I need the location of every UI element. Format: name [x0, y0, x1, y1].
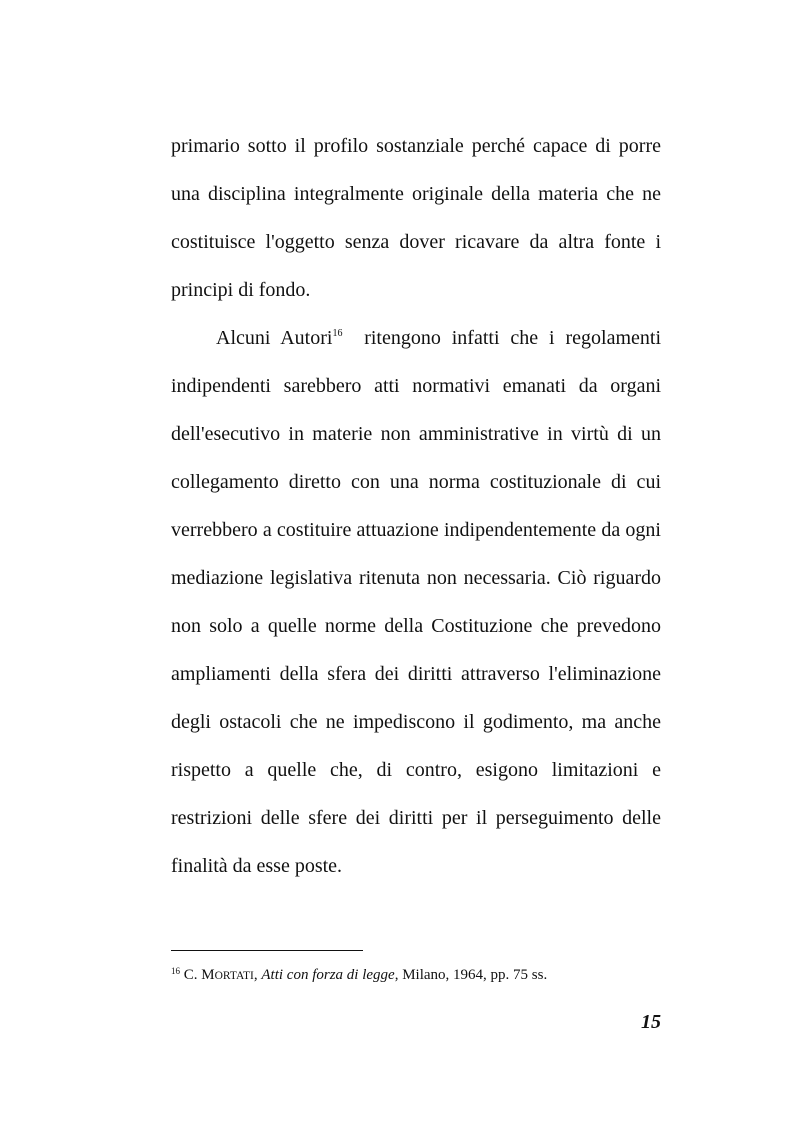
body-line: finalità da esse poste.: [171, 855, 343, 877]
body-text: ritengono infatti che i regolamenti: [364, 327, 662, 349]
footnote-author-rest: ORTATI: [214, 970, 254, 982]
footnote-author-initial: C. M: [183, 967, 215, 983]
body-line: primario sotto il profilo sostanziale perché capace di porre: [171, 135, 661, 157]
body-line: degli ostacoli che ne impediscono il godimento, ma anche: [171, 711, 661, 733]
body-line: dell'esecutivo in materie non amministrative in virtù di un: [171, 423, 661, 445]
body-line: costituisce l'oggetto senza dover ricavare da altra fonte i: [171, 231, 661, 253]
body-line: non solo a quelle norme della Costituzione che prevedono: [171, 615, 661, 637]
footnote-number: 16: [171, 966, 180, 976]
footnote-rest: , Milano, 1964, pp. 75 ss.: [394, 967, 548, 983]
footnote-reference: 16: [332, 328, 343, 339]
footnote-separator: [171, 950, 363, 951]
body-line: indipendenti sarebbero atti normativi emanati da organi: [171, 375, 661, 397]
body-line: ampliamenti della sfera dei diritti attraverso l'eliminazione: [171, 663, 661, 685]
body-line: principi di fondo.: [171, 279, 311, 301]
body-line: una disciplina integralmente originale della materia che ne: [171, 183, 661, 205]
body-text: Alcuni Autori: [216, 327, 333, 349]
body-line-paragraph-start: [216, 325, 661, 351]
body-line: mediazione legislativa ritenuta non necessaria. Ciò riguardo: [171, 567, 661, 589]
body-line: restrizioni delle sfere dei diritti per il perseguimento delle: [171, 807, 661, 829]
footnote-title: Atti con forza di legge: [261, 967, 395, 983]
footnote: $^{16}$ C. MORTATI, Atti con forza di legge, Milano, 1964, pp. 75 ss.: [171, 966, 548, 983]
body-line: rispetto a quelle che, di contro, esigono limitazioni e: [171, 759, 661, 781]
body-line: verrebbero a costituire attuazione indipendentemente da ogni: [171, 519, 661, 541]
page-number: 15: [641, 1011, 661, 1033]
body-line: collegamento diretto con una norma costituzionale di cui: [171, 471, 661, 493]
